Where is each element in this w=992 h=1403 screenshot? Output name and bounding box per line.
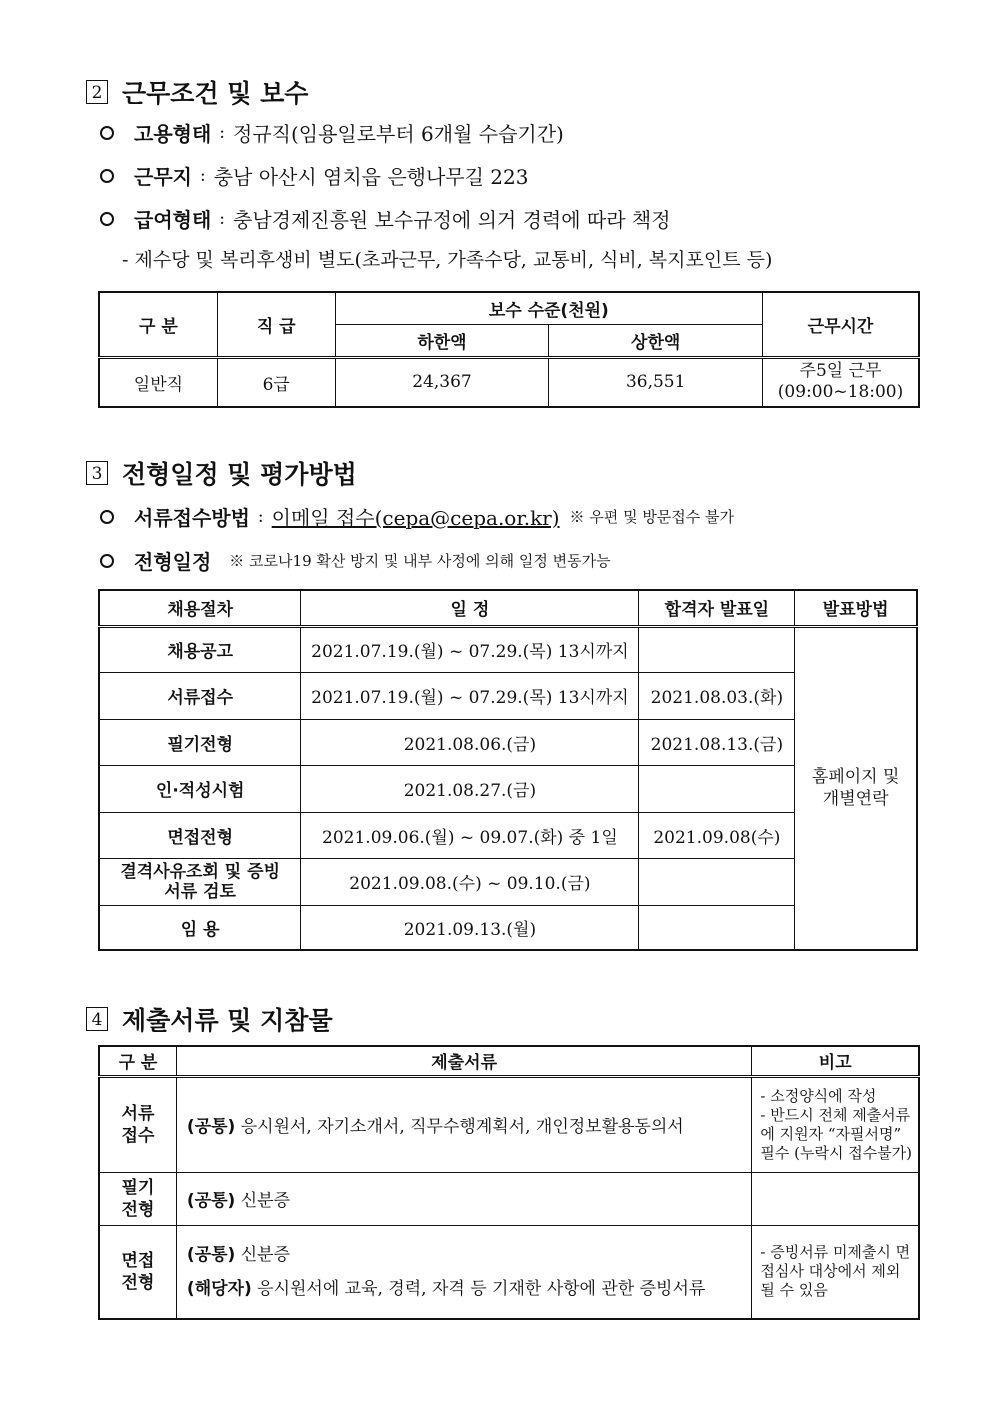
remark-line: - 소정양식에 작성 bbox=[760, 1086, 877, 1105]
salary-type-item bbox=[100, 204, 671, 233]
cell-docs bbox=[176, 1076, 751, 1172]
circle-bullet-icon bbox=[100, 126, 114, 140]
allowance-note: - 제수당 및 복리후생비 별도(초과근무, 가족수당, 교통비, 식비, 복지포인트 등) bbox=[122, 249, 773, 271]
header-work-hours: 근무시간 bbox=[763, 292, 919, 357]
cell-min: 24,367 bbox=[335, 357, 549, 407]
doc-line bbox=[187, 1238, 751, 1272]
doc-tag: (공통) bbox=[186, 1244, 236, 1265]
header-step: 채용절차 bbox=[99, 590, 301, 626]
item-label: 서류접수방법 bbox=[134, 506, 250, 530]
cell-step: 면접전형 bbox=[99, 812, 301, 858]
header-date: 일 정 bbox=[301, 590, 639, 626]
section-title: 근무조건 및 보수 bbox=[122, 79, 309, 108]
cell-announce bbox=[639, 765, 795, 812]
cell-method: 홈페이지 및 개별연락 bbox=[795, 626, 917, 950]
cell-remark: - 증빙서류 미제출시 면접심사 대상에서 제외 될 수 있음 bbox=[752, 1225, 919, 1319]
circle-bullet-icon bbox=[100, 510, 114, 524]
section-number: 2 bbox=[86, 80, 108, 104]
section-title: 전형일정 및 평가방법 bbox=[122, 460, 357, 489]
header-grade: 직 급 bbox=[217, 292, 335, 357]
cell-remark bbox=[752, 1076, 919, 1172]
cell-step: 서류접수 bbox=[99, 672, 301, 719]
cell-announce: 2021.09.08(수) bbox=[639, 812, 795, 858]
cell-step: 필기전형 bbox=[99, 719, 301, 765]
cell-grade: 6급 bbox=[217, 357, 335, 407]
header-docs: 제출서류 bbox=[176, 1046, 751, 1076]
item-label: 근무지 bbox=[134, 165, 192, 189]
cell-date: 2021.09.06.(월) ~ 09.07.(화) 중 1일 bbox=[301, 812, 639, 858]
cell-announce bbox=[639, 626, 795, 672]
item-separator: : bbox=[199, 165, 206, 186]
doc-line bbox=[187, 1272, 751, 1306]
section-number: 3 bbox=[86, 461, 108, 485]
cell-step: 채용공고 bbox=[99, 626, 301, 672]
hours-line-1: 주5일 근무 bbox=[799, 361, 882, 382]
schedule-item bbox=[100, 546, 611, 575]
email-link[interactable]: 이메일 접수(cepa@cepa.or.kr) bbox=[271, 506, 560, 530]
doc-text: 신분증 bbox=[240, 1244, 290, 1265]
application-method-item bbox=[100, 502, 734, 531]
cell-docs bbox=[176, 1172, 751, 1225]
header-category: 구 분 bbox=[99, 1046, 176, 1076]
item-separator: : bbox=[219, 208, 226, 229]
cell-announce: 2021.08.13.(금) bbox=[639, 719, 795, 765]
header-category: 구 분 bbox=[99, 292, 217, 357]
cell-step: 인·적성시험 bbox=[99, 765, 301, 812]
schedule-table bbox=[98, 589, 918, 951]
section-number: 4 bbox=[86, 1007, 108, 1031]
cell-date: 2021.09.08.(수) ~ 09.10.(금) bbox=[301, 858, 639, 905]
item-label: 전형일정 bbox=[134, 550, 212, 574]
doc-tag: (해당자) bbox=[186, 1278, 252, 1299]
doc-text: 응시원서, 자기소개서, 직무수행계획서, 개인정보활용동의서 bbox=[240, 1117, 684, 1137]
cell-category: 필기 전형 bbox=[99, 1172, 176, 1225]
salary-table bbox=[98, 291, 920, 408]
circle-bullet-icon bbox=[100, 554, 114, 568]
header-min: 하한액 bbox=[335, 324, 549, 357]
cell-hours bbox=[763, 357, 919, 407]
item-text: 정규직(임용일로부터 6개월 수습기간) bbox=[233, 122, 564, 146]
cell-category: 면접 전형 bbox=[99, 1225, 176, 1319]
cell-announce bbox=[639, 905, 795, 950]
section-4-heading bbox=[86, 1001, 333, 1037]
cell-step: 결격사유조회 및 증빙서류 검토 bbox=[99, 858, 301, 905]
section-title: 제출서류 및 지참물 bbox=[122, 1006, 333, 1035]
cell-announce bbox=[639, 858, 795, 905]
cell-date: 2021.08.06.(금) bbox=[301, 719, 639, 765]
doc-tag: (공통) bbox=[186, 1117, 236, 1137]
header-pay-level: 보수 수준(천원) bbox=[335, 292, 762, 324]
item-text: 충남경제진흥원 보수규정에 의거 경력에 따라 책정 bbox=[233, 208, 671, 232]
cell-docs bbox=[176, 1225, 751, 1319]
section-3-heading bbox=[86, 455, 357, 491]
header-announce: 합격자 발표일 bbox=[639, 590, 795, 626]
item-label: 급여형태 bbox=[134, 208, 212, 232]
circle-bullet-icon bbox=[100, 212, 114, 226]
doc-text: 응시원서에 교육, 경력, 자격 등 기재한 사항에 관한 증빙서류 bbox=[257, 1278, 706, 1299]
cell-date: 2021.07.19.(월) ~ 07.29.(목) 13시까지 bbox=[301, 672, 639, 719]
item-label: 고용형태 bbox=[134, 122, 212, 146]
cell-remark bbox=[752, 1172, 919, 1225]
cell-max: 36,551 bbox=[549, 357, 763, 407]
doc-tag: (공통) bbox=[186, 1191, 236, 1211]
item-separator: : bbox=[219, 122, 226, 143]
cell-date: 2021.09.13.(월) bbox=[301, 905, 639, 950]
circle-bullet-icon bbox=[100, 169, 114, 183]
header-method: 발표방법 bbox=[795, 590, 917, 626]
hours-line-2: (09:00~18:00) bbox=[777, 382, 904, 403]
cell-category: 일반직 bbox=[99, 357, 217, 407]
remark-line: - 반드시 전체 제출서류에 지원자 “자필서명” 필수 (누락시 접수불가) bbox=[760, 1105, 913, 1162]
cell-step: 임 용 bbox=[99, 905, 301, 950]
section-2-heading bbox=[86, 74, 308, 110]
item-text: 충남 아산시 염치읍 은행나무길 223 bbox=[213, 165, 529, 189]
cell-category: 서류 접수 bbox=[99, 1076, 176, 1172]
documents-table bbox=[98, 1045, 920, 1320]
item-note: ※ 우편 및 방문접수 불가 bbox=[569, 508, 735, 526]
employment-type-item bbox=[100, 118, 564, 147]
workplace-item bbox=[100, 161, 528, 190]
cell-date: 2021.07.19.(월) ~ 07.29.(목) 13시까지 bbox=[301, 626, 639, 672]
cell-date: 2021.08.27.(금) bbox=[301, 765, 639, 812]
doc-text: 신분증 bbox=[240, 1191, 290, 1211]
cell-announce: 2021.08.03.(화) bbox=[639, 672, 795, 719]
item-separator: : bbox=[257, 506, 264, 527]
item-note: ※ 코로나19 확산 방지 및 내부 사정에 의해 일정 변동가능 bbox=[229, 552, 611, 570]
header-remark: 비고 bbox=[752, 1046, 919, 1076]
header-max: 상한액 bbox=[549, 324, 763, 357]
